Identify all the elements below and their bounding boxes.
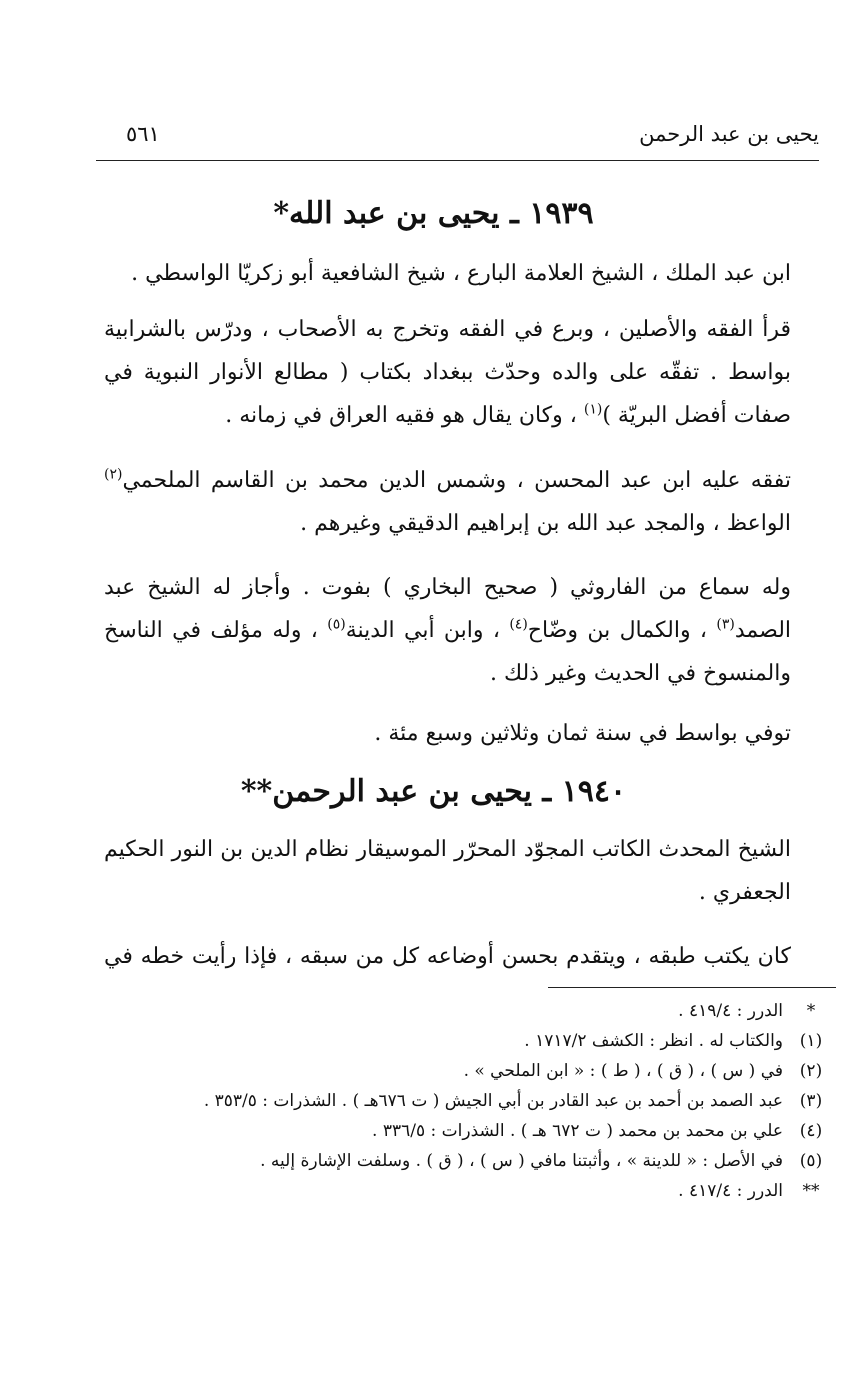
entry-1939-paragraph-1: ابن عبد الملك ، الشيخ العلامة البارع ، شيخ الشافعية أبو زكريّا الواسطي . (131, 261, 791, 286)
footnote-ref-3: (٣) (716, 616, 735, 633)
running-head (98, 122, 819, 156)
footnote-item (60, 1056, 839, 1086)
entry-1940-paragraph-1: الشيخ المحدث الكاتب المجوّد المحرّر الموسيقار نظام الدين بن النور الحكيم الجعفري . (104, 837, 791, 905)
footnote-ref-1: (١) (583, 401, 603, 418)
footnote-text: والكتاب له . انظر : الكشف ١٧١٧/٢ . (524, 1031, 783, 1051)
entry-1939-paragraph-5: توفي بواسط في سنة ثمان وثلاثين وسبع مئة . (374, 721, 791, 746)
footnote-item (60, 1026, 839, 1056)
footnote-marker: (٣) (799, 1091, 823, 1111)
footnote-item (60, 996, 839, 1026)
paragraph-text: ، وابن أبي الدينة (345, 618, 510, 643)
entry-1939-paragraph-2 (104, 308, 791, 437)
footnote-item (60, 1146, 839, 1176)
footnote-text: عبد الصمد بن أحمد بن عبد القادر بن أبي الجيش ( ت ٦٧٦هـ ) . الشذرات : ٣٥٣/٥ . (203, 1091, 783, 1111)
paragraph-text: ، وكان يقال هو فقيه العراق في زمانه . (225, 403, 584, 428)
footnote-item (60, 1176, 839, 1206)
page-number: ٥٦١ (126, 122, 160, 146)
paragraph-text: ، وله مؤلف في الناسخ والمنسوخ في الحديث وغير ذلك . (104, 618, 791, 686)
footnote-marker: ** (802, 1181, 820, 1201)
footnote-item (60, 1086, 839, 1116)
footnote-marker: (٢) (799, 1061, 823, 1081)
entry-1939-paragraph-4 (104, 566, 791, 695)
paragraph-text: تفقه عليه ابن عبد المحسن ، وشمس الدين محمد بن القاسم الملحمي (122, 468, 791, 493)
footnote-marker: * (806, 1001, 816, 1021)
paragraph-text: ، والكمال بن وضّاح (527, 618, 717, 643)
footnote-text: الدرر : ٤١٧/٤ . (678, 1181, 783, 1201)
entry-1939-paragraph-3 (104, 459, 791, 545)
footnotes (60, 996, 839, 1206)
entry-1940-paragraph-2: كان يكتب طبقه ، ويتقدم بحسن أوضاعه كل من سبقه ، فإذا رأيت خطه في (104, 944, 791, 969)
paragraph-text: وله سماع من الفاروثي ( صحيح البخاري ) بفوت . وأجاز له الشيخ عبد الصمد (104, 575, 792, 643)
footnote-marker: (٥) (799, 1151, 823, 1171)
footnote-marker: (٤) (799, 1121, 823, 1141)
footnote-ref-2: (٢) (104, 466, 123, 483)
entry-1939-heading: ١٩٣٩ ـ يحيى بن عبد الله* (273, 196, 594, 231)
paragraph-text: قرأ الفقه والأصلين ، وبرع في الفقه وتخرج به الأصحاب ، ودرّس بالشرابية بواسط . تفقّه على والده وحدّث ببغداد بكتاب ( مطالع الأنوار النبوية في صفات أفضل البريّة ) (104, 317, 791, 428)
footnote-ref-5: (٥) (327, 616, 346, 633)
footnote-text: الدرر : ٤١٩/٤ . (678, 1001, 783, 1021)
running-head-title: يحيى بن عبد الرحمن (639, 122, 819, 146)
footnote-separator (548, 987, 836, 988)
footnote-ref-4: (٤) (509, 616, 528, 633)
footnote-item (60, 1116, 839, 1146)
paragraph-text: الواعظ ، والمجد عبد الله بن إبراهيم الدقيقي وغيرهم . (300, 511, 791, 536)
entry-1940-heading: ١٩٤٠ ـ يحيى بن عبد الرحمن** (240, 774, 627, 809)
footnote-text: في ( س ) ، ( ق ) ، ( ط ) : « ابن الملحي » . (463, 1061, 783, 1081)
footnote-text: علي بن محمد بن محمد ( ت ٦٧٢ هـ ) . الشذرات : ٣٣٦/٥ . (372, 1121, 783, 1141)
header-rule (96, 160, 819, 161)
footnote-marker: (١) (799, 1031, 823, 1051)
footnote-text: في الأصل : « للدينة » ، وأثبتنا مافي ( س ) ، ( ق ) . وسلفت الإشارة إليه . (260, 1151, 783, 1171)
